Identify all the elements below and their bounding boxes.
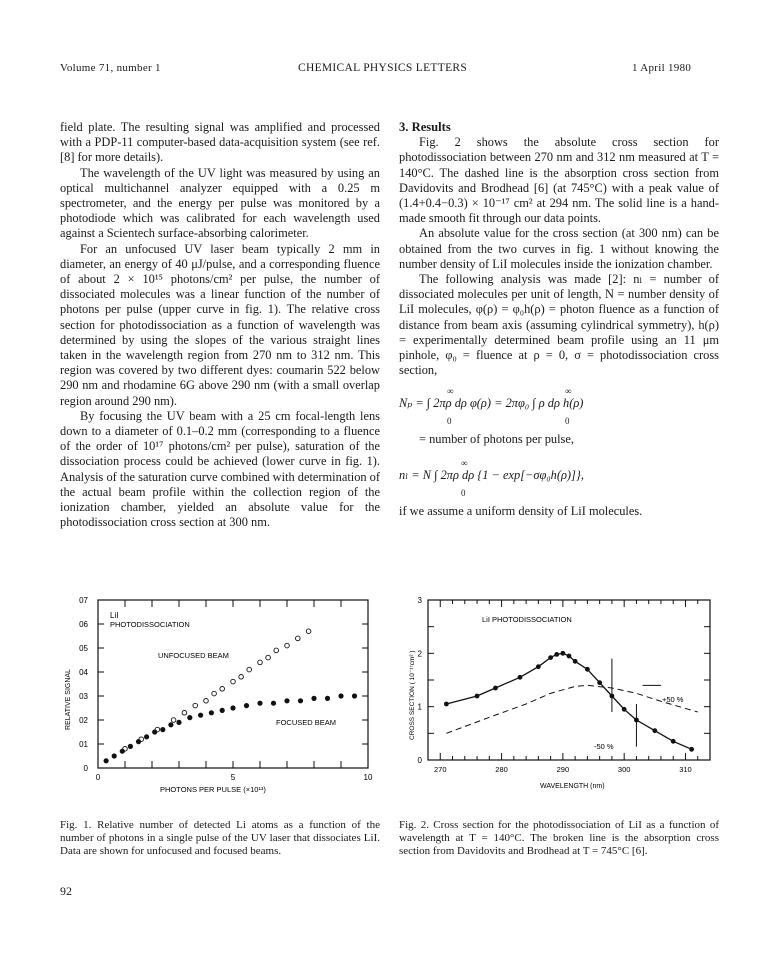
fig1-point-unfocused [171,718,176,723]
fig2-data-point [518,675,523,680]
fig1-point-unfocused [274,648,279,653]
fig1-label-photodissociation: PHOTODISSOCIATION [110,620,190,629]
figure-2-caption: Fig. 2. Cross section for the photodissociation of LiI as a function of wavelength at T = 140°C. The broken line is the absorption cross section from Davidovits and Brodhead at T = 745°C [6]. [399,819,719,857]
fig1-point-unfocused [306,629,311,634]
fig2-data-point [548,655,553,660]
fig1-point-unfocused [231,679,236,684]
fig2-label: LiI PHOTODISSOCIATION [482,615,572,624]
fig2-data-point [567,654,572,659]
fig1-point-unfocused [212,691,217,696]
fig1-xtick-label: 5 [230,773,236,782]
right-paragraph-4: if we assume a uniform density of LiI molecules. [399,503,643,518]
fig2-data-point [652,728,657,733]
fig1-label-unfocused: UNFOCUSED BEAM [158,651,229,660]
fig2-data-point [585,667,590,672]
fig1-label-lii: LiI [110,611,119,620]
fig2-ytick-label: 3 [417,596,422,605]
fig1-ylabel: RELATIVE SIGNAL [65,669,72,730]
equation-2 [399,456,719,498]
header-volume: Volume 71, number 1 [60,62,161,74]
fig1-xtick-label: 0 [95,773,101,782]
right-paragraph-3: The following analysis was made [2]: nₗ = number of dissociated molecules per unit of length, N = number density of LiI molecules, φ(ρ) = φ₀h(ρ) = photon fluence as a function of distance from beam axis (assuming cylindrical symmetry), h(ρ) = experimentally determined beam profile using an 11 μm pinhole, φ₀ = fluence at ρ = 0, σ = photodissociation cross section, [399,272,719,378]
fig2-xtick-label: 310 [679,765,692,774]
fig2-ytick-label: 0 [417,756,422,765]
fig1-ytick-label: 03 [79,692,88,701]
fig2-ylabel: CROSS SECTION ( 10⁻¹⁷cm² ) [409,650,416,740]
fig1-point-focused [257,701,262,706]
fig1-point-unfocused [193,703,198,708]
fig1-point-focused [244,703,249,708]
fig1-label-focused: FOCUSED BEAM [276,718,337,727]
fig1-point-unfocused [266,655,271,660]
section-title: 3. Results [399,120,451,134]
right-paragraph-2: An absolute value for the cross section (at 300 nm) can be obtained from the two curves in fig. 1 without knowing the number density of LiI molecules inside the ionization chamber. [399,226,719,271]
fig1-point-unfocused [182,711,187,716]
eq1-upper-limit-a: ∞ [447,386,454,397]
fig1-point-focused [187,715,192,720]
fig2-curves [444,651,698,752]
fig2-ytick-label: 2 [417,649,422,659]
fig2-data-point [597,680,602,685]
fig1-xlabel: PHOTONS PER PULSE (×10¹³) [160,785,266,794]
fig1-point-focused [298,698,303,703]
fig2-data-point [444,702,449,707]
fig2-axes-frame [428,600,710,760]
fig1-point-focused [152,729,157,734]
fig1-point-focused [352,693,357,698]
figure-1-chart [40,592,380,798]
fig2-minus-label: -50 % [594,742,614,751]
fig2-data-point [573,659,578,664]
fig1-point-focused [136,739,141,744]
fig2-data-point [554,652,559,657]
header-date: 1 April 1980 [632,62,692,74]
right-paragraph-1: Fig. 2 shows the absolute cross section for photodissociation between 270 nm and 312 nm measured at T = 140°C. The dashed line is the absorption cross section from Davidovits and Brodhead [6] (at 745°C) with a peak value of (1.4+0.4−0.3) × 10⁻¹⁷ cm² at 294 nm. The solid line is a hand-made smooth fit through our data points. [399,135,719,226]
fig2-data-point [475,694,480,699]
fig2-xtick-label: 290 [556,765,570,774]
fig1-ytick-label: 05 [79,644,88,653]
fig1-xtick-label: 10 [363,773,373,782]
fig2-data-point [671,739,676,744]
fig1-point-focused [128,744,133,749]
eq1-lower-limit-a: 0 [447,416,452,427]
fig1-point-focused [271,701,276,706]
fig1-point-unfocused [296,636,301,641]
fig1-point-unfocused [239,675,244,680]
fig2-ytick-label: 1 [417,702,422,712]
fig2-data-point [622,707,627,712]
fig2-xtick-label: 270 [434,765,447,774]
eq1-body: Nₚ = ∫ 2πρ dρ φ(ρ) = 2πφ₀ ∫ ρ dρ h(ρ) [399,396,584,411]
left-column [60,120,380,530]
fig1-points [104,629,358,764]
fig1-point-unfocused [220,687,225,692]
left-paragraph-4: By focusing the UV beam with a 25 cm focal-length lens down to a diameter of 0.1–0.2 mm (corresponding to a fluence of the order of 10¹⁷ photons/cm² per pulse), saturation of the dissociation process could be achieved (lower curve in fig. 1). Analysis of the saturation curve combined with determination of the actual beam profile within the collection region of the ionization chamber, yielded an absolute value for the photodissociation cross section at 300 nm. [60,408,381,530]
fig1-point-focused [220,708,225,713]
fig1-point-focused [176,720,181,725]
fig2-data-point [493,686,498,691]
fig1-point-unfocused [247,667,252,672]
fig1-ytick-label: 0 [83,764,88,773]
fig1-ytick-label: 04 [79,668,88,677]
fig2-xlabel: WAVELENGTH (nm) [540,783,605,790]
fig2-data-point [560,651,565,656]
fig1-ytick-label: 02 [79,716,88,725]
fig1-point-focused [311,696,316,701]
figure-1-caption: Fig. 1. Relative number of detected Li atoms as a function of the number of photons in a single pulse of the UV laser that dissociates LiI. Data are shown for unfocused and focused beams. [60,819,380,857]
eq1-upper-limit-b: ∞ [565,386,572,397]
fig2-measured-curve [446,653,691,749]
left-paragraph-3: For an unfocused UV laser beam typically 2 mm in diameter, an energy of 40 μJ/pulse, and a corresponding fluence of about 2 × 10¹⁵ photons/cm² per pulse, the number of dissociated molecules was a linear function of the number of photons per pulse (upper curve in fig. 1). The relative cross section for photodissociation as a function of wavelength was determined by using the slopes of the various straight lines taken in the wavelength region from 270 nm to 312 nm. This region was covered by two different dyes: coumarin 522 below 290 nm and rhodamine 6G above 290 nm (with a small overlap region around 290 nm). [60,241,380,408]
page-number: 92 [60,884,72,898]
fig1-ytick-label: 06 [79,620,88,629]
right-column [399,120,719,519]
fig1-ytick-label: 07 [79,596,88,605]
fig2-xtick-label: 280 [495,765,508,774]
fig1-point-focused [230,705,235,710]
fig1-point-focused [120,749,125,754]
fig1-point-focused [284,698,289,703]
fig1-point-unfocused [258,660,263,665]
eq1-lower-limit-b: 0 [565,416,570,427]
fig1-point-focused [160,727,165,732]
fig1-point-focused [198,713,203,718]
left-paragraph-1: field plate. The resulting signal was amplified and processed with a PDP-11 computer-based data-acquisition system (see ref. [8] for more details). [60,120,380,165]
fig1-point-unfocused [285,643,290,648]
fig1-point-focused [168,722,173,727]
header-journal: CHEMICAL PHYSICS LETTERS [298,62,468,74]
fig2-plus-label: +50 % [662,695,684,704]
equation-1 [399,384,719,426]
equation-1-note: = number of photons per pulse, [419,432,574,447]
eq2-upper-limit: ∞ [461,457,468,468]
fig2-data-point [536,664,541,669]
fig2-data-point [689,747,694,752]
fig1-point-unfocused [204,699,209,704]
fig1-point-focused [338,693,343,698]
fig1-point-focused [325,696,330,701]
eq2-lower-limit: 0 [461,487,466,498]
figure-2-chart [400,592,720,792]
fig1-point-focused [104,758,109,763]
fig1-ytick-label: 01 [79,740,88,749]
fig1-point-focused [144,734,149,739]
fig2-xtick-label: 300 [617,765,631,774]
eq2-body: nₗ = N ∫ 2πρ dρ {1 − exp[−σφ₀h(ρ)]}, [399,467,584,482]
fig1-point-focused [112,753,117,758]
fig1-point-focused [209,710,214,715]
left-paragraph-2: The wavelength of the UV light was measured by using an optical multichannel analyzer equipped with a 0.25 m spectrometer, and the energy per pulse was monitored by a photodiode which was calibrated for each wavelength used against a Scientech surface-absorbing calorimeter. [60,165,380,241]
